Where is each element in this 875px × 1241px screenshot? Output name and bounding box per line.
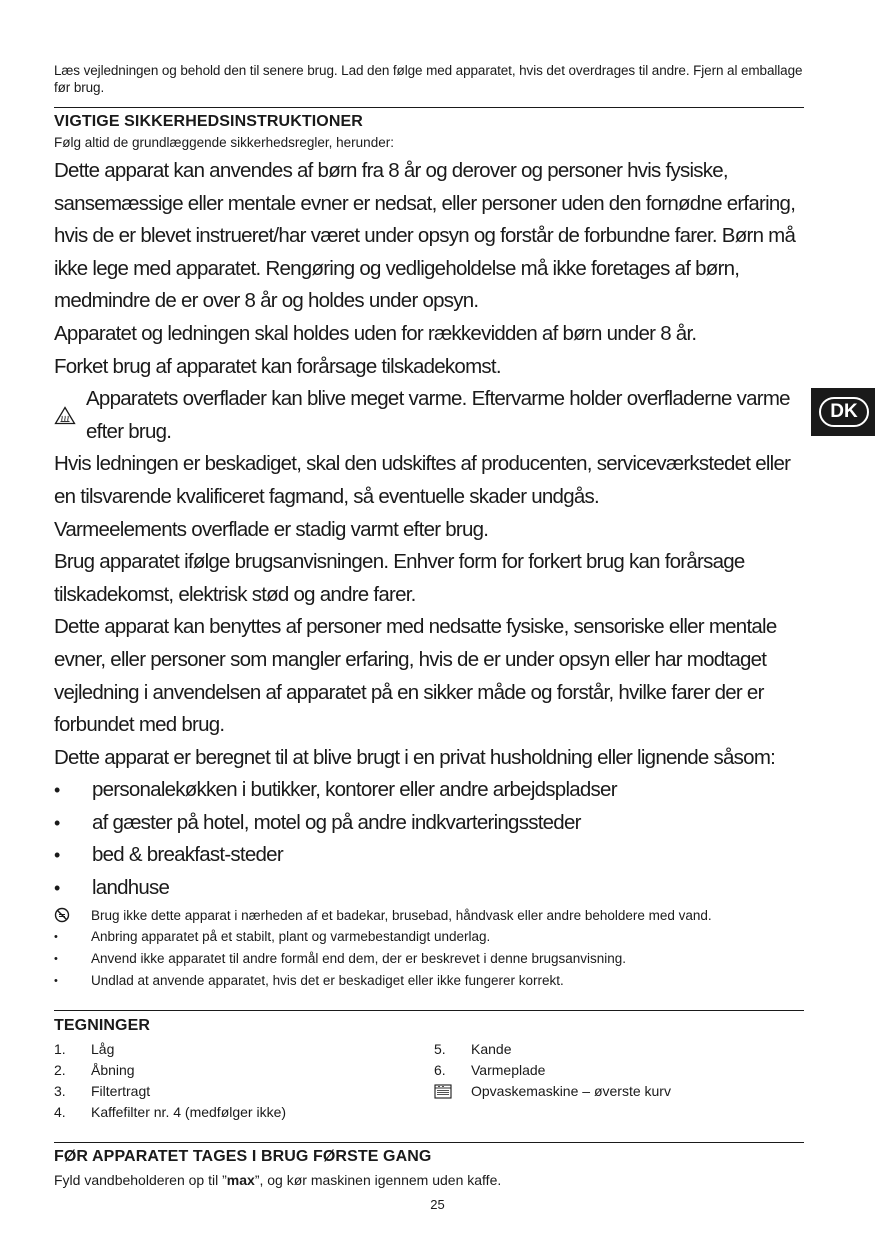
safety-paragraph: Varmeelements overflade er stadig varmt efter brug.: [54, 517, 489, 541]
max-label: max: [226, 1171, 255, 1188]
bullet: •: [54, 845, 60, 866]
bullet: •: [54, 812, 60, 833]
list-item: 5. Kande: [434, 1040, 512, 1057]
additional-safety-notes: [54, 907, 804, 990]
safety-paragraph: Dette apparat er beregnet til at blive brugt i en privat husholdning eller lignende såsom:: [54, 745, 776, 769]
safety-instructions: [54, 155, 804, 905]
list-item: • af gæster på hotel, motel og på andre indkvarteringssteder: [54, 807, 804, 840]
bullet: •: [54, 780, 60, 801]
page-content: [54, 62, 804, 1203]
bullet: •: [54, 878, 60, 899]
safety-paragraph: Hvis ledningen er beskadiget, skal den udskiftes af producenten, serviceværkstedet eller en tilsvarende kvalificeret fagmand, så eventuelle skader undgås.: [54, 452, 791, 508]
list-item: [54, 907, 804, 924]
safety-heading: VIGTIGE SIKKERHEDSINSTRUKTIONER: [54, 113, 363, 130]
section-divider: [54, 1010, 804, 1011]
safety-paragraph: Dette apparat kan anvendes af børn fra 8 år og derover og personer hvis fysiske, sansemæssige eller mentale evner er nedsat, eller personer uden den fornødne erfaring, hvis de er blevet instrueret/har været under opsyn og forstår de forbundne farer. Børn må ikke lege med apparatet. Rengøring og vedligeholdelse må ikke foretages af børn, medmindre de er over 8 år og holdes under opsyn.: [54, 159, 796, 313]
dishwasher-label: Opvaskemaskine – øverste kurv: [471, 1082, 671, 1099]
bullet: •: [54, 974, 58, 987]
list-item: • Undlad at anvende apparatet, hvis det er beskadiget eller ikke fungerer korrekt.: [54, 972, 564, 988]
section-divider: [54, 1142, 804, 1143]
hot-surface-warning: [54, 383, 804, 448]
list-item: 6. Varmeplade: [434, 1061, 546, 1078]
drawings-left-column: [54, 1039, 434, 1123]
hot-surface-warning-icon: [54, 406, 76, 425]
safety-paragraph: Forket brug af apparatet kan forårsage tilskadekomst.: [54, 354, 501, 378]
no-water-warning-text: Brug ikke dette apparat i nærheden af et badekar, brusebad, håndvask eller andre beholdere med vand.: [91, 907, 712, 923]
bullet: •: [54, 930, 58, 943]
drawings-right-column: [434, 1039, 671, 1123]
safety-paragraph: Apparatet og ledningen skal holdes uden for rækkevidden af børn under 8 år.: [54, 321, 697, 345]
drawings-list: [54, 1039, 804, 1123]
safety-paragraph: Brug apparatet ifølge brugsanvisningen. Enhver form for forkert brug kan forårsage tilskadekomst, elektrisk stød og andre farer.: [54, 550, 745, 606]
intro-text: Læs vejledningen og behold den til senere brug. Lad den følge med apparatet, hvis det overdrages til andre. Fjern al emballage før brug.: [54, 63, 803, 95]
list-item: • personalekøkken i butikker, kontorer eller andre arbejdspladser: [54, 774, 804, 807]
list-item: • Anvend ikke apparatet til andre formål end dem, der er beskrevet i denne brugsanvisning.: [54, 950, 627, 966]
list-item: • landhuse: [54, 872, 804, 905]
first-use-text: Fyld vandbeholderen op til ”max”, og kør maskinen igennem uden kaffe.: [54, 1171, 502, 1188]
list-item: • bed & breakfast-steder: [54, 839, 804, 872]
page-number: 25: [430, 1197, 445, 1212]
list-item: [434, 1081, 671, 1102]
drawings-heading: TEGNINGER: [54, 1016, 151, 1034]
safety-paragraph: Dette apparat kan benyttes af personer med nedsatte fysiske, sensoriske eller mentale evner, eller personer som mangler erfaring, hvis de er under opsyn eller har modtaget vejledning i anvendelsen af apparatet på en sikker måde og forstår, hvilke farer der er forbundet med brug.: [54, 615, 777, 737]
section-divider: [54, 107, 804, 108]
list-item: 2. Åbning: [54, 1061, 135, 1078]
list-item: 1. Låg: [54, 1040, 115, 1057]
hot-surface-warning-text: Apparatets overflader kan blive meget varme. Eftervarme holder overfladerne varme efter brug.: [86, 387, 790, 443]
first-use-heading: FØR APPARATET TAGES I BRUG FØRSTE GANG: [54, 1147, 432, 1165]
language-tab: [811, 388, 875, 436]
no-water-icon: [54, 907, 70, 923]
list-item: 3. Filtertragt: [54, 1082, 151, 1099]
list-item: 4. Kaffefilter nr. 4 (medfølger ikke): [54, 1103, 287, 1120]
dishwasher-icon: [434, 1084, 452, 1099]
safety-subheading: Følg altid de grundlæggende sikkerhedsregler, herunder:: [54, 135, 394, 150]
list-item: • Anbring apparatet på et stabilt, plant og varmebestandigt underlag.: [54, 928, 491, 944]
language-tab-label: DK: [819, 397, 869, 427]
bullet: •: [54, 952, 58, 965]
